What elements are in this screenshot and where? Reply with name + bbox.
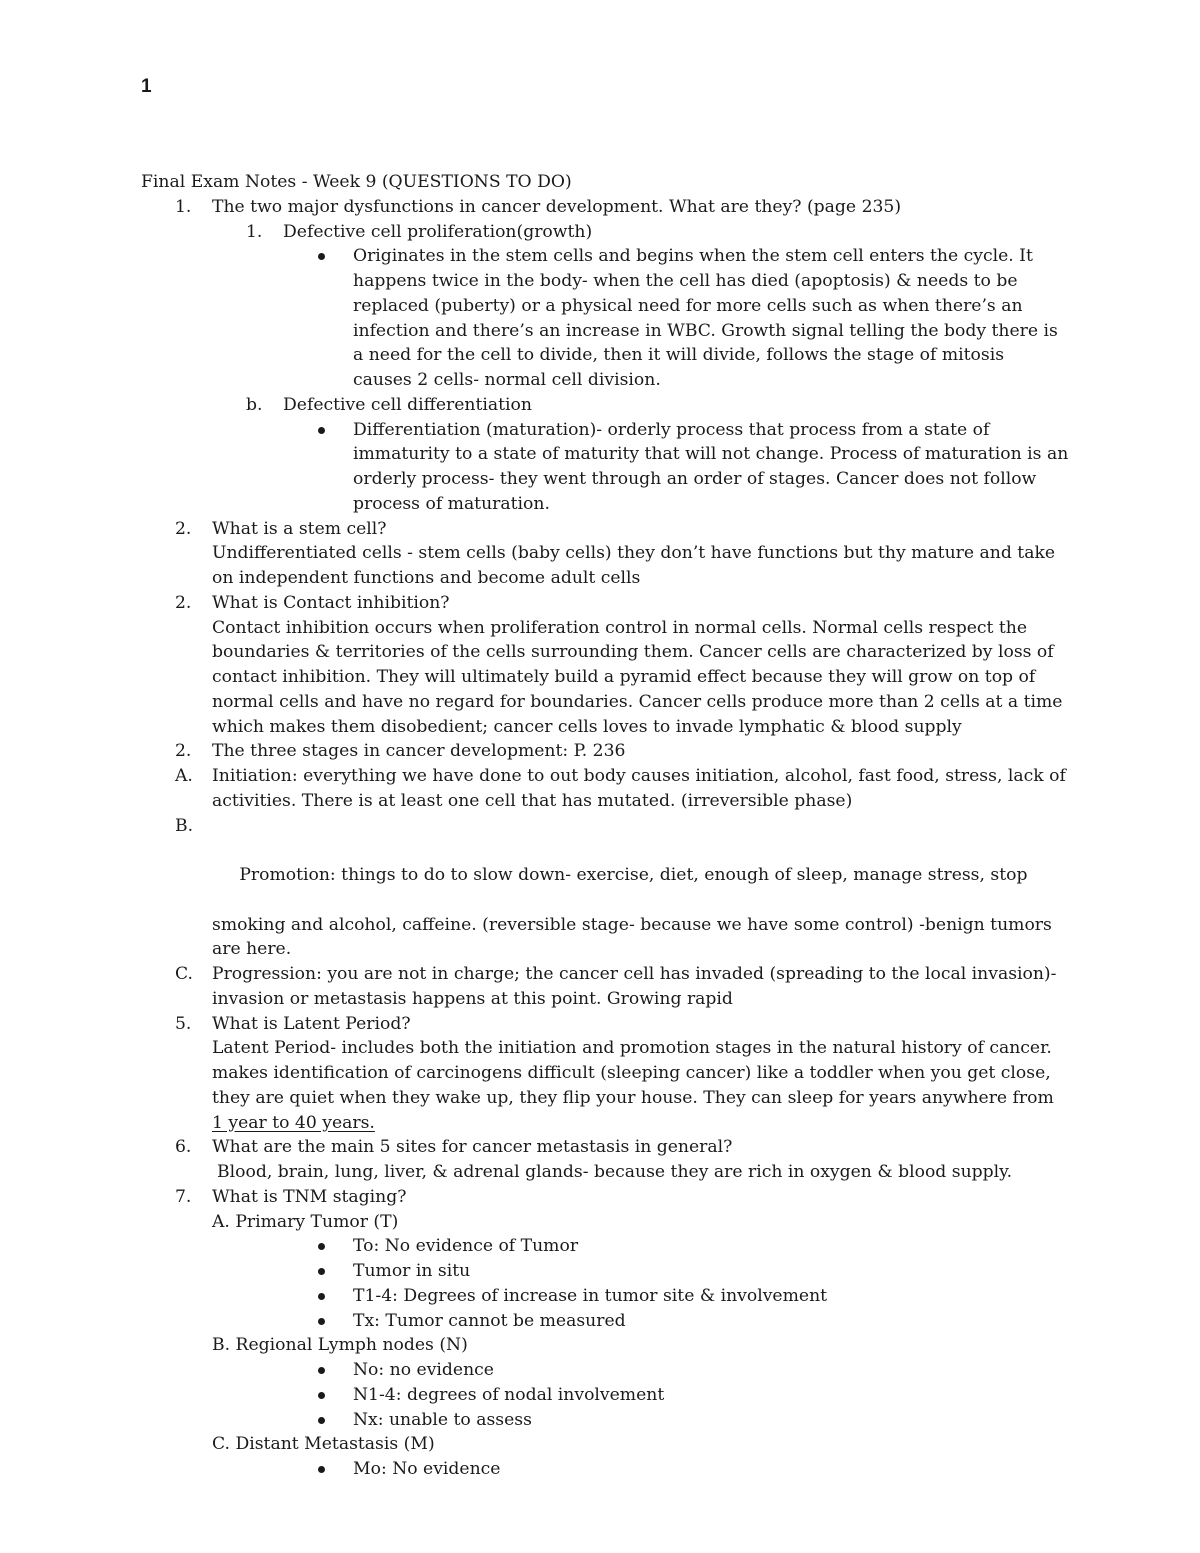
bullet-text: No: no evidence bbox=[353, 1360, 494, 1380]
answer-line: Blood, brain, lung, liver, & adrenal glands- because they are rich in oxygen & blood supply. bbox=[217, 1162, 1013, 1182]
underlined-answer: 1 year to 40 years. bbox=[212, 1112, 375, 1133]
stage-text: Progression: you are not in charge; the cancer cell has invaded (spreading to the local invasion)- bbox=[212, 964, 1057, 984]
answer-line: on independent functions and become adult cells bbox=[212, 568, 641, 588]
subitem-1b bbox=[141, 393, 1081, 418]
answer-line: Latent Period- includes both the initiation and promotion stages in the natural history of cancer. bbox=[212, 1038, 1052, 1059]
bullet-line bbox=[141, 1234, 1081, 1259]
bullet-continuation: immaturity to a state of maturity that will not change. Process of maturation is an bbox=[353, 444, 1069, 465]
document-title: Final Exam Notes - Week 9 (QUESTIONS TO DO) bbox=[141, 172, 572, 192]
bullet-line bbox=[141, 1358, 1081, 1383]
bullet-text: Tumor in situ bbox=[353, 1261, 471, 1281]
question-7 bbox=[141, 1185, 1081, 1210]
question-number: 2. bbox=[175, 592, 192, 613]
question-number: 6. bbox=[175, 1137, 192, 1158]
bullet-text: Originates in the stem cells and begins when the stem cell enters the cycle. It bbox=[353, 246, 1033, 267]
question-number: 7. bbox=[175, 1186, 192, 1207]
bullet-icon bbox=[318, 1466, 325, 1473]
stage-continuation: invasion or metastasis happens at this point. Growing rapid bbox=[212, 988, 733, 1009]
bullet-icon bbox=[318, 1318, 325, 1325]
question-text: What is a stem cell? bbox=[212, 518, 387, 539]
bullet-icon bbox=[318, 427, 325, 434]
bullet-continuation: causes 2 cells- normal cell division. bbox=[353, 370, 661, 390]
bullet-line bbox=[141, 418, 1081, 443]
bullet-icon bbox=[318, 1268, 325, 1275]
bullet-text: Mo: No evidence bbox=[353, 1459, 501, 1479]
answer-line: makes identification of carcinogens difficult (sleeping cancer) like a toddler when you get close, bbox=[212, 1063, 1051, 1083]
bullet-line bbox=[141, 1383, 1081, 1408]
stage-marker: B. bbox=[175, 815, 194, 836]
question-number: 2. bbox=[175, 518, 192, 539]
question-1 bbox=[141, 195, 1081, 220]
stage-initiation bbox=[141, 764, 1081, 789]
bullet-line bbox=[141, 1309, 1081, 1334]
bullet-icon bbox=[318, 1243, 325, 1250]
question-6 bbox=[141, 1135, 1081, 1160]
stage-continuation: are here. bbox=[212, 939, 292, 960]
subitem-marker: b. bbox=[246, 394, 263, 415]
answer-line: contact inhibition. They will ultimately build a pyramid effect because they will grow on top of bbox=[212, 667, 1036, 687]
page-number: 1 bbox=[141, 76, 152, 97]
question-5 bbox=[141, 1012, 1081, 1037]
answer-line: normal cells and have no regard for boundaries. Cancer cells produce more than 2 cells at a time bbox=[212, 691, 1063, 712]
bullet-icon bbox=[318, 253, 325, 260]
bullet-continuation: infection and there’s an increase in WBC. Growth signal telling the body there is bbox=[353, 320, 1058, 341]
question-number: 5. bbox=[175, 1013, 192, 1034]
document-body bbox=[141, 170, 1081, 1482]
bullet-text: Differentiation (maturation)- orderly process that process from a state of bbox=[353, 419, 990, 440]
stage-promotion bbox=[141, 814, 1081, 913]
bullet-line bbox=[141, 1259, 1081, 1284]
answer-line: Undifferentiated cells - stem cells (baby cells) they don’t have functions but thy mature and take bbox=[212, 543, 1056, 564]
question-4 bbox=[141, 739, 1081, 764]
bullet-line bbox=[141, 1284, 1081, 1309]
question-number: 2. bbox=[175, 741, 192, 762]
bullet-text: To: No evidence of Tumor bbox=[353, 1236, 579, 1257]
bullet-icon bbox=[318, 1367, 325, 1374]
question-text: What are the main 5 sites for cancer metastasis in general? bbox=[212, 1137, 733, 1158]
subitem-marker: 1. bbox=[246, 221, 263, 242]
answer-line bbox=[141, 1111, 1081, 1136]
question-text: The two major dysfunctions in cancer development. What are they? (page 235) bbox=[212, 196, 902, 217]
question-text: What is Latent Period? bbox=[212, 1013, 411, 1034]
answer-line: Contact inhibition occurs when proliferation control in normal cells. Normal cells respect the bbox=[212, 617, 1028, 638]
bullet-continuation: happens twice in the body- when the cell has died (apoptosis) & needs to be bbox=[353, 271, 1018, 291]
stage-continuation: smoking and alcohol, caffeine. (reversible stage- because we have some control) -benign tumors bbox=[212, 914, 1052, 935]
bullet-line bbox=[141, 1457, 1081, 1482]
bullet-text: N1-4: degrees of nodal involvement bbox=[353, 1384, 665, 1405]
stage-marker: C. bbox=[175, 964, 194, 984]
question-text: What is TNM staging? bbox=[212, 1186, 407, 1207]
bullet-line bbox=[141, 1408, 1081, 1433]
bullet-continuation: a need for the cell to divide, then it will divide, follows the stage of mitosis bbox=[353, 345, 1005, 366]
answer-line: they are quiet when they wake up, they flip your house. They can sleep for years anywhere from bbox=[212, 1087, 1054, 1108]
answer-line: boundaries & territories of the cells surrounding them. Cancer cells are characterized by loss of bbox=[212, 642, 1054, 663]
question-number: 1. bbox=[175, 196, 192, 217]
subitem-1a bbox=[141, 220, 1081, 245]
question-text: The three stages in cancer development: P. 236 bbox=[212, 741, 626, 762]
bullet-text: T1-4: Degrees of increase in tumor site & involvement bbox=[353, 1285, 828, 1306]
tnm-group-heading: A. Primary Tumor (T) bbox=[212, 1211, 399, 1232]
stage-text: Initiation: everything we have done to out body causes initiation, alcohol, fast food, stress, lack of bbox=[212, 766, 1066, 786]
bullet-text: Tx: Tumor cannot be measured bbox=[353, 1310, 626, 1331]
question-3 bbox=[141, 591, 1081, 616]
question-2 bbox=[141, 517, 1081, 542]
stage-continuation: activities. There is at least one cell that has mutated. (irreversible phase) bbox=[212, 790, 853, 811]
subitem-label: Defective cell proliferation(growth) bbox=[283, 221, 593, 242]
answer-line: which makes them disobedient; cancer cells loves to invade lymphatic & blood supply bbox=[212, 716, 962, 737]
question-text: What is Contact inhibition? bbox=[212, 592, 450, 613]
tnm-group-heading: C. Distant Metastasis (M) bbox=[212, 1434, 435, 1455]
bullet-continuation: process of maturation. bbox=[353, 493, 550, 514]
bullet-continuation: orderly process- they went through an order of stages. Cancer does not follow bbox=[353, 469, 1037, 489]
tnm-group-heading: B. Regional Lymph nodes (N) bbox=[212, 1335, 468, 1356]
subitem-label: Defective cell differentiation bbox=[283, 394, 532, 415]
bullet-continuation: replaced (puberty) or a physical need for more cells such as when there’s an bbox=[353, 295, 1023, 316]
bullet-text: Nx: unable to assess bbox=[353, 1409, 532, 1430]
bullet-line bbox=[141, 244, 1081, 269]
stage-progression bbox=[141, 962, 1081, 987]
bullet-icon bbox=[318, 1392, 325, 1399]
bullet-icon bbox=[318, 1293, 325, 1300]
stage-marker: A. bbox=[175, 766, 193, 786]
bullet-icon bbox=[318, 1417, 325, 1424]
stage-text: Promotion: things to do to slow down- exercise, diet, enough of sleep, manage stress, stop bbox=[233, 865, 1028, 885]
